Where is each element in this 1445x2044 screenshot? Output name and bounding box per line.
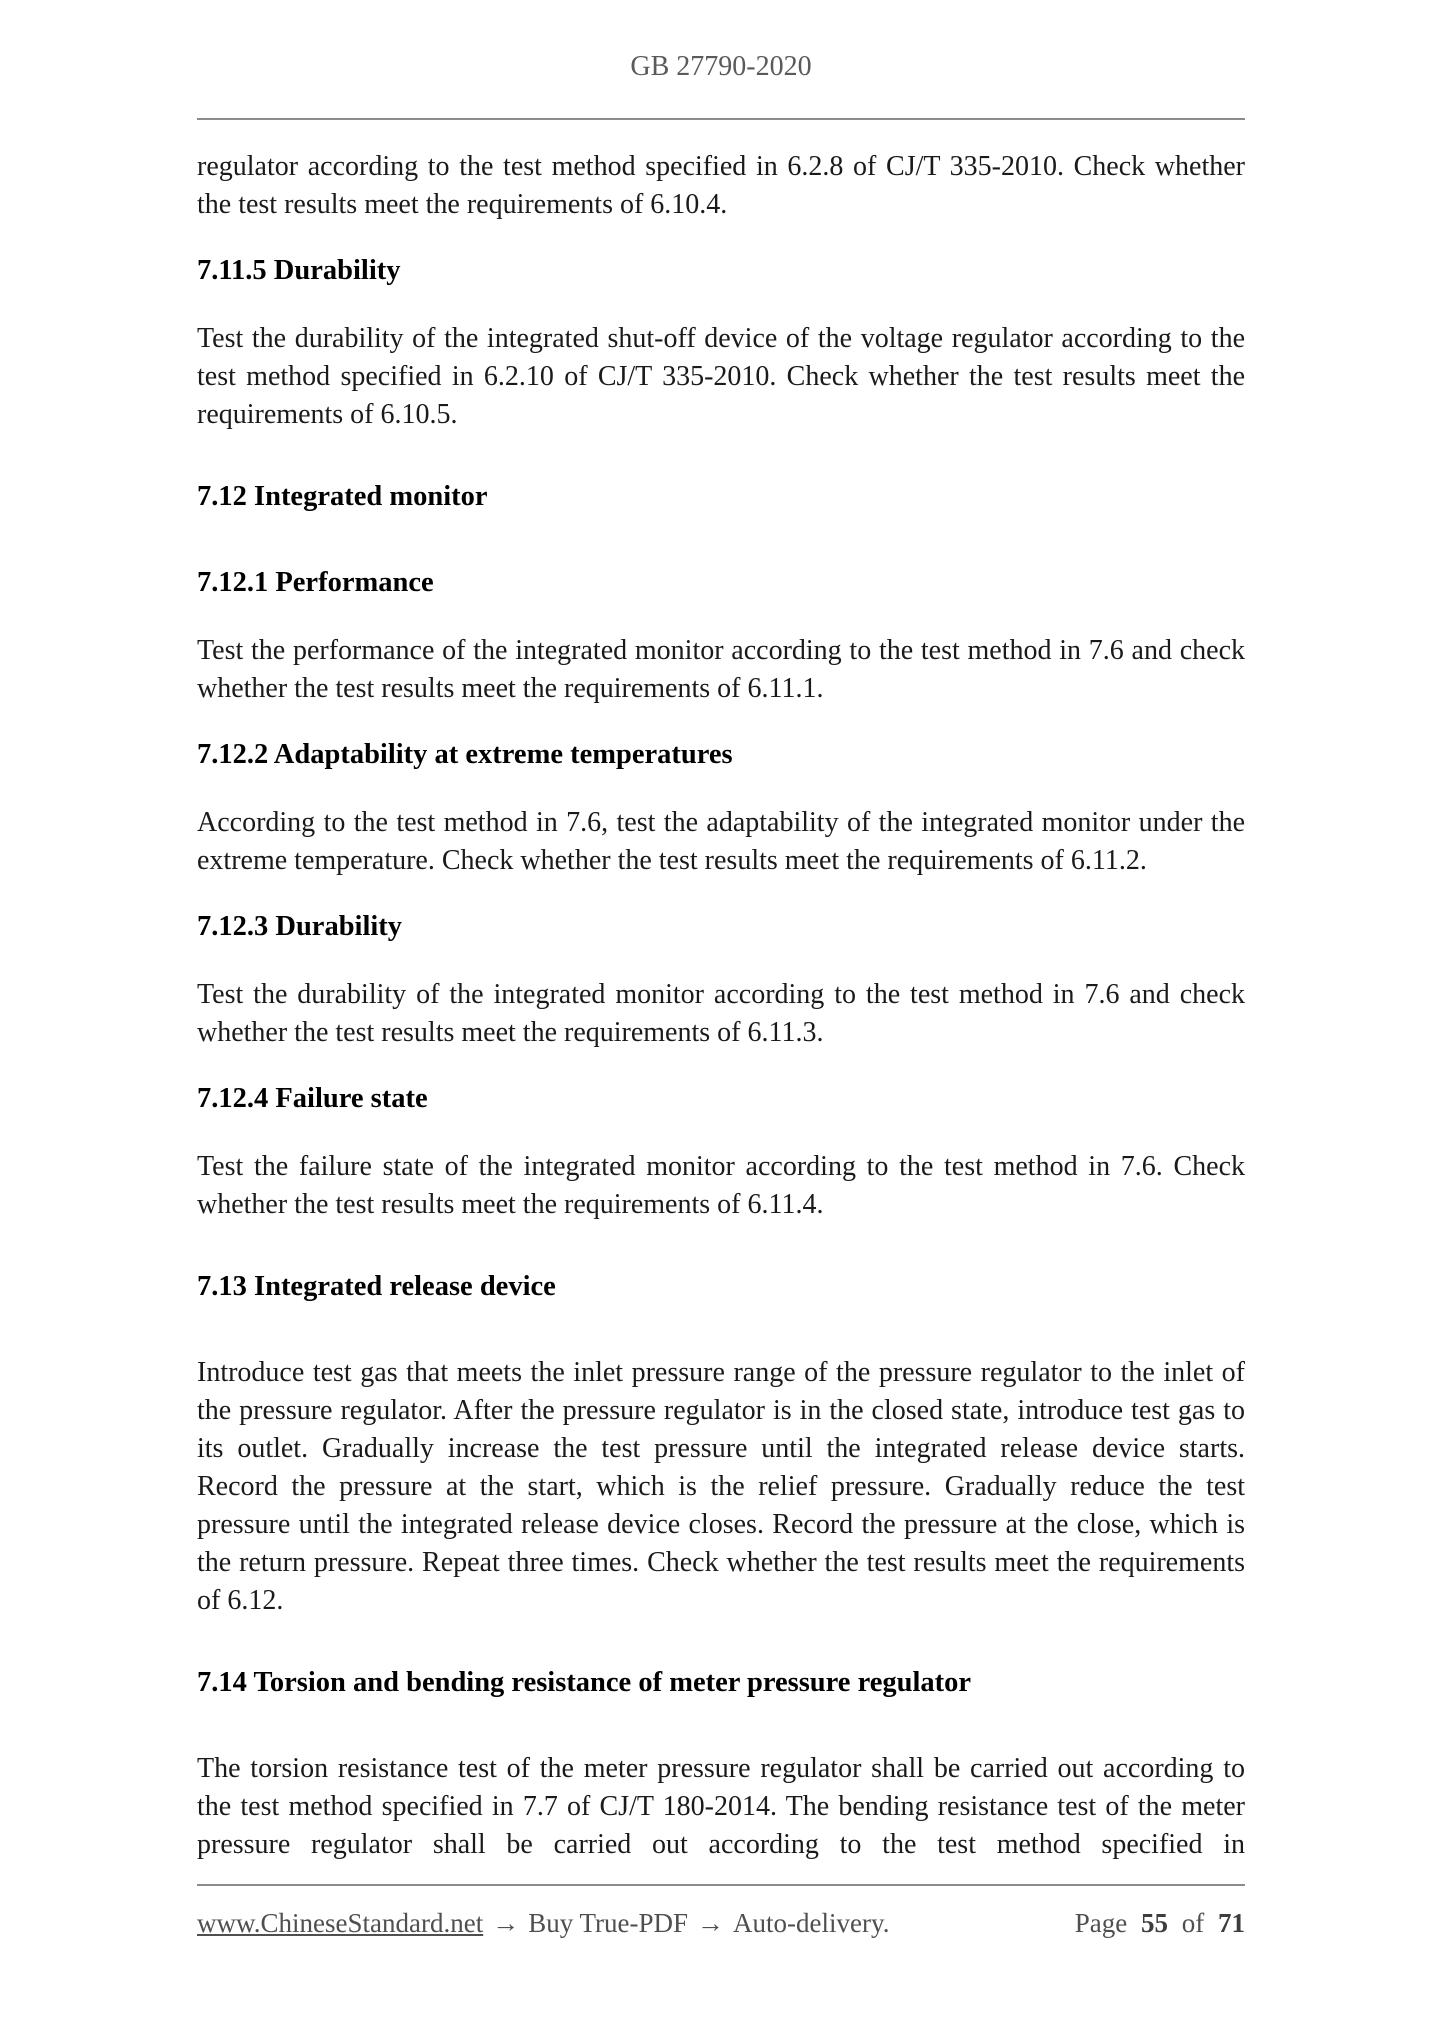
page-indicator bbox=[1075, 1906, 1245, 1940]
document-body bbox=[197, 148, 1245, 1864]
footer-delivery-text: Auto-delivery. bbox=[733, 1908, 890, 1938]
website-link[interactable]: www.ChineseStandard.net bbox=[197, 1908, 484, 1938]
paragraph: Test the performance of the integrated monitor according to the test method in 7.6 and check whether the test results meet the requirements of 6.11.1. bbox=[197, 635, 1245, 704]
paragraph: According to the test method in 7.6, test the adaptability of the integrated monitor under the extreme temperature. Check whether the test results meet the requirements of 6.11.2. bbox=[197, 807, 1245, 876]
heading-7-11-5-durability: 7.11.5 Durability bbox=[197, 255, 401, 286]
page-word: Page bbox=[1074, 1908, 1128, 1938]
paragraph: The torsion resistance test of the meter pressure regulator shall be carried out according to the test method specified in 7.7 of CJ/T 180-2014. The bending resistance test of the meter pressure regulator shall be carried out according to the test method specified in bbox=[197, 1753, 1245, 1860]
paragraph: regulator according to the test method specified in 6.2.8 of CJ/T 335-2010. Check whether the test results meet the requirements of 6.10.4. bbox=[197, 151, 1245, 220]
arrow-icon: → bbox=[492, 1908, 520, 1938]
heading-7-12-integrated-monitor: 7.12 Integrated monitor bbox=[197, 481, 488, 512]
page-footer bbox=[197, 1906, 1245, 1940]
current-page-number: 55 bbox=[1141, 1908, 1168, 1938]
footer-buy-text: Buy True-PDF bbox=[528, 1908, 689, 1938]
page-header-doc-number: GB 27790-2020 bbox=[630, 51, 812, 82]
heading-7-13-integrated-release-device: 7.13 Integrated release device bbox=[197, 1271, 556, 1302]
footer-divider bbox=[197, 1884, 1245, 1886]
paragraph: Test the durability of the integrated monitor according to the test method in 7.6 and check whether the test results meet the requirements of 6.11.3. bbox=[197, 979, 1245, 1048]
arrow-icon: → bbox=[697, 1908, 725, 1938]
heading-7-14-torsion-bending: 7.14 Torsion and bending resistance of meter pressure regulator bbox=[197, 1667, 972, 1698]
paragraph: Test the failure state of the integrated monitor according to the test method in 7.6. Check whether the test results meet the requirements of 6.11.4. bbox=[197, 1151, 1245, 1220]
header-divider bbox=[197, 118, 1245, 120]
paragraph: Introduce test gas that meets the inlet pressure range of the pressure regulator to the inlet of the pressure regulator. After the pressure regulator is in the closed state, introduce test gas to its outlet. Gradually increase the test pressure until the integrated release device starts. Record the pressure at the start, which is the relief pressure. Gradually reduce the test pressure until the integrated release device closes. Record the pressure at the close, which is the return pressure. Repeat three times. Check whether the test results meet the requirements of 6.12. bbox=[197, 1357, 1245, 1616]
heading-7-12-1-performance: 7.12.1 Performance bbox=[197, 567, 434, 598]
heading-7-12-2-adaptability: 7.12.2 Adaptability at extreme temperatures bbox=[197, 739, 733, 770]
paragraph: Test the durability of the integrated shut-off device of the voltage regulator according to the test method specified in 6.2.10 of CJ/T 335-2010. Check whether the test results meet the requirements of 6.10.5. bbox=[197, 323, 1245, 430]
of-word: of bbox=[1181, 1908, 1205, 1938]
footer-source-line bbox=[197, 1906, 889, 1940]
heading-7-12-3-durability: 7.12.3 Durability bbox=[197, 911, 403, 942]
heading-7-12-4-failure-state: 7.12.4 Failure state bbox=[197, 1083, 428, 1114]
total-page-number: 71 bbox=[1218, 1908, 1245, 1938]
